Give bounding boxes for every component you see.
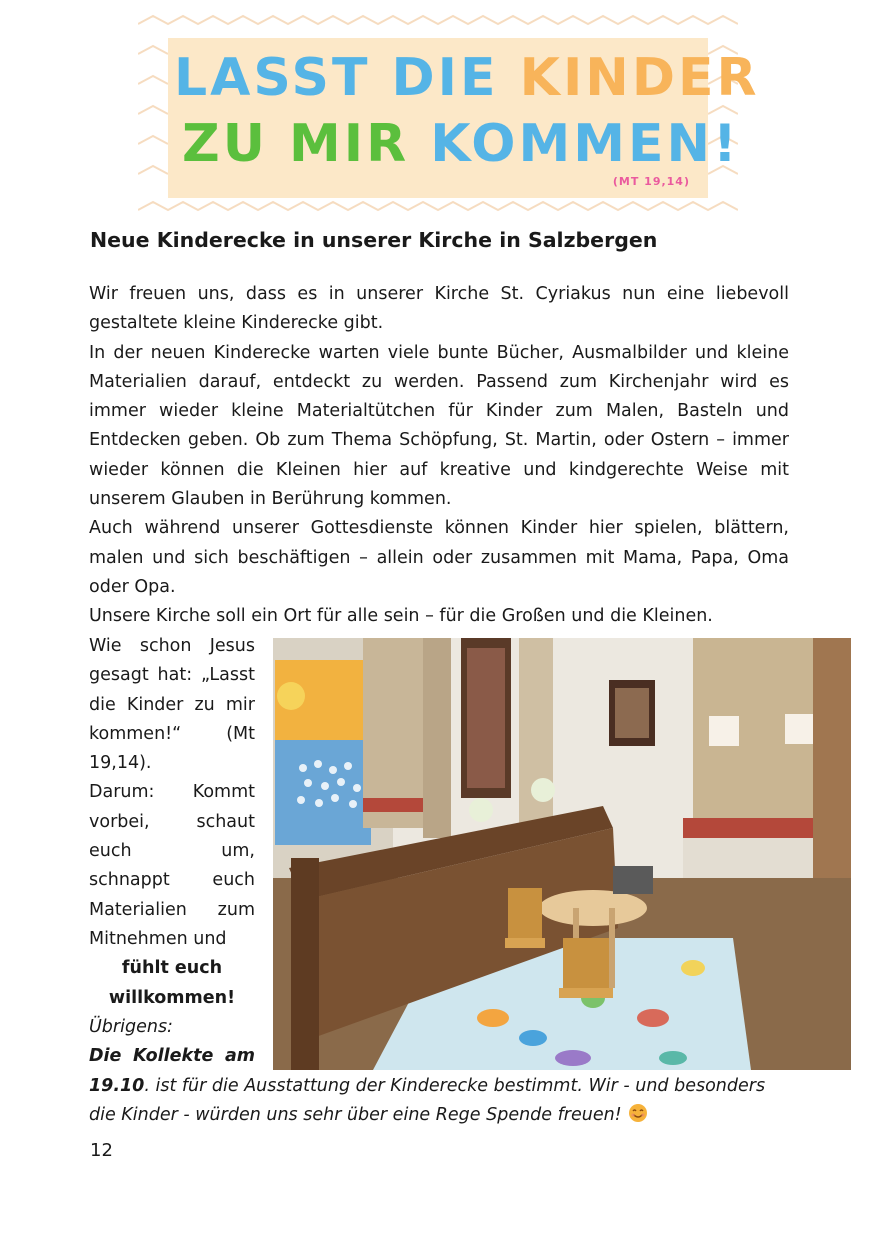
banner-bible-reference: (MT 19,14) xyxy=(612,175,690,188)
paragraph-3: Auch während unserer Gottesdienste können Kinder hier spielen, blättern, malen und sich beschäftigen – allein oder zusammen mit Mama, Papa, Oma oder Opa. xyxy=(89,518,789,597)
banner-text-blue-2: KOMMEN! xyxy=(430,114,740,174)
banner-box xyxy=(168,38,760,198)
banner-text-green: ZU MIR xyxy=(182,114,431,174)
bottom-note xyxy=(89,1072,789,1131)
smiling-face-icon xyxy=(628,1103,648,1123)
banner-line-2 xyxy=(182,114,740,174)
side-bold-line-2: willkommen! xyxy=(108,987,236,1008)
article-title: Neue Kinderecke in unserer Kirche in Salzbergen xyxy=(90,228,658,252)
side-column xyxy=(89,632,255,1071)
page-number: 12 xyxy=(90,1140,113,1161)
article-body xyxy=(89,280,789,632)
side-bold-italic: Die Kollekte am xyxy=(89,1046,255,1067)
banner-text-blue: LASST DIE xyxy=(174,48,520,108)
side-italic: Übrigens: xyxy=(89,1016,173,1037)
bottom-note-text: . ist für die Ausstattung der Kinderecke bestimmt. Wir - und besonders die Kinder - würden uns sehr über eine Rege Spende freuen! xyxy=(89,1076,766,1126)
side-bold-line-1: fühlt euch xyxy=(121,958,223,979)
side-text-2: Darum: Kommt vorbei, schaut euch um, schnappt euch Materialien zum Mitnehmen und xyxy=(89,782,255,949)
collection-date: 19.10 xyxy=(89,1076,145,1096)
banner-line-1 xyxy=(174,48,760,108)
banner xyxy=(138,14,760,218)
side-text-1: Wie schon Jesus gesagt hat: „Lasst die Kinder zu mir kommen!“ (Mt 19,14). xyxy=(89,636,255,774)
photo-illustration xyxy=(273,638,851,1070)
paragraph-1: Wir freuen uns, dass es in unserer Kirche St. Cyriakus nun eine liebevoll gestaltete kleine Kinderecke gibt. xyxy=(89,284,789,334)
banner-text-orange: KINDER xyxy=(519,48,760,108)
church-kids-corner-photo xyxy=(273,638,851,1070)
paragraph-2: In der neuen Kinderecke warten viele bunte Bücher, Ausmalbilder und kleine Materialien darauf, entdeckt zu werden. Passend zum Kirchenjahr wird es immer wieder kleine Materialtütchen für Kinder zum Malen, Basteln und Entdecken geben. Ob zum Thema Schöpfung, St. Martin, oder Ostern – immer wieder können die Kleinen hier auf kreative und kindgerechte Weise mit unserem Glauben in Berührung kommen. xyxy=(89,342,789,510)
paragraph-4: Unsere Kirche soll ein Ort für alle sein – für die Großen und die Kleinen. xyxy=(89,606,713,627)
